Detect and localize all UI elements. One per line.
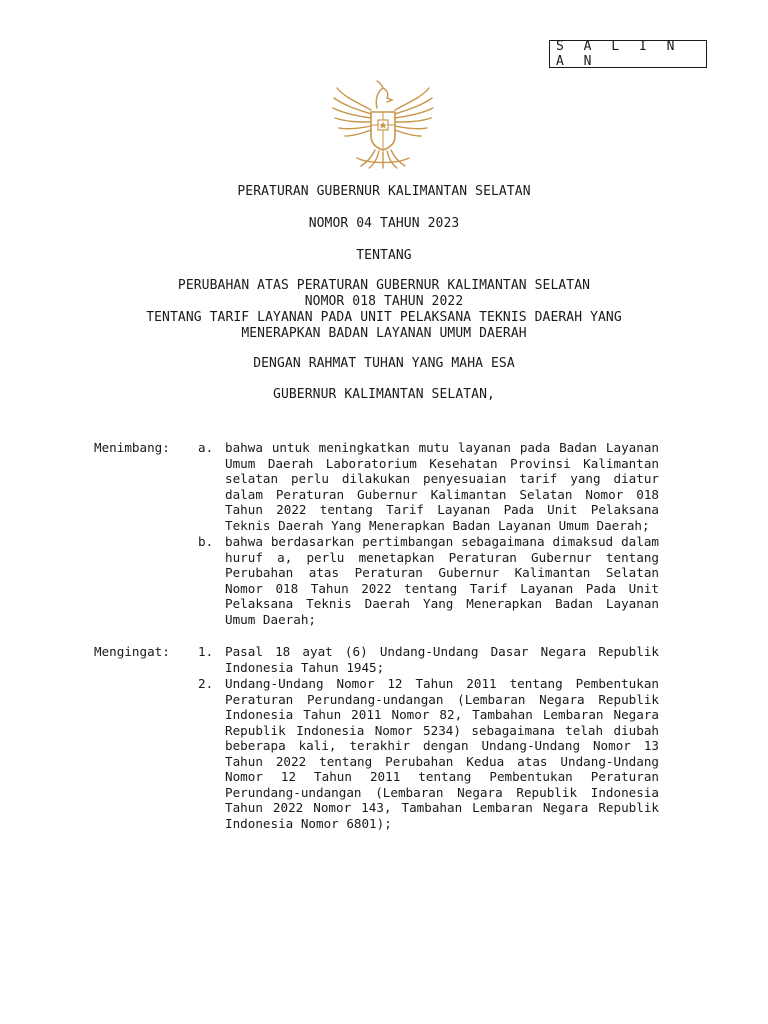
- about-heading: [60, 248, 708, 264]
- garuda-emblem-icon: [331, 80, 435, 170]
- item-text: bahwa berdasarkan pertimbangan sebagaimana dimaksud dalam huruf a, perlu menetapkan Peraturan Gubernur tentang Perubahan atas Peraturan Gubernur Kalimantan Selatan Nomor 018 Tahun 2022 tentang Tarif Layanan Pada Unit Pelaksana Teknis Daerah Yang Menerapkan Badan Layanan Umum Daerah;: [225, 534, 659, 627]
- mengingat-item: [94, 676, 664, 831]
- mengingat-item: [94, 644, 664, 675]
- mengingat-label: Mengingat:: [94, 644, 170, 659]
- regulation-subject: [60, 278, 708, 342]
- item-text: Undang-Undang Nomor 12 Tahun 2011 tentang Pembentukan Peraturan Perundang-undangan (Lembaran Negara Republik Indonesia Tahun 2011 Nomor 82, Tambahan Lembaran Negara Republik Indonesia Nomor 5234) sebagaimana telah diubah beberapa kali, terakhir dengan Undang-Undang Nomor 13 Tahun 2022 tentang Perubahan Kedua atas Undang-Undang Nomor 12 Tahun 2011 tentang Pembentukan Peraturan Perundang-undangan (Lembaran Negara Republik Indonesia Tahun 2022 Nomor 143, Tambahan Lembaran Negara Republik Indonesia Nomor 6801);: [225, 676, 659, 831]
- menimbang-item: [94, 534, 664, 627]
- item-number: b.: [198, 534, 214, 549]
- item-number: 1.: [198, 644, 214, 659]
- salinan-stamp: [549, 40, 707, 68]
- item-number: 2.: [198, 676, 214, 691]
- number-line: NOMOR 04 TAHUN 2023: [308, 216, 460, 231]
- blessing-line: [60, 356, 708, 372]
- subject-line: NOMOR 018 TAHUN 2022: [304, 294, 464, 309]
- item-text: Pasal 18 ayat (6) Undang-Undang Dasar Negara Republik Indonesia Tahun 1945;: [225, 644, 659, 675]
- title-line: PERATURAN GUBERNUR KALIMANTAN SELATAN: [237, 184, 531, 199]
- item-text: bahwa untuk meningkatkan mutu layanan pada Badan Layanan Umum Daerah Laboratorium Kesehatan Provinsi Kalimantan selatan perlu dilakukan penyesuaian tarif yang diatur dalam Peraturan Gubernur Kalimantan Selatan Nomor 018 Tahun 2022 tentang Tarif Layanan Pada Unit Pelaksana Teknis Daerah Yang Menerapkan Badan Layanan Umum Daerah;: [225, 440, 659, 533]
- mengingat-section: [94, 644, 664, 831]
- menimbang-label: Menimbang:: [94, 440, 170, 455]
- item-number: a.: [198, 440, 214, 455]
- label-spacer: [94, 534, 198, 627]
- subject-line: TENTANG TARIF LAYANAN PADA UNIT PELAKSANA TEKNIS DAERAH YANG: [146, 310, 622, 325]
- label-spacer: [94, 676, 198, 831]
- regulation-number: [60, 216, 708, 232]
- governor-line: [60, 387, 708, 403]
- blessing-text: DENGAN RAHMAT TUHAN YANG MAHA ESA: [253, 356, 515, 371]
- about-line: TENTANG: [356, 248, 412, 263]
- governor-text: GUBERNUR KALIMANTAN SELATAN,: [273, 387, 495, 402]
- menimbang-item: [94, 440, 664, 533]
- menimbang-section: [94, 440, 664, 627]
- subject-line: MENERAPKAN BADAN LAYANAN UMUM DAERAH: [241, 326, 527, 341]
- salinan-label: S A L I N A N: [556, 39, 681, 69]
- regulation-title: [60, 184, 708, 200]
- subject-line: PERUBAHAN ATAS PERATURAN GUBERNUR KALIMANTAN SELATAN: [177, 278, 591, 293]
